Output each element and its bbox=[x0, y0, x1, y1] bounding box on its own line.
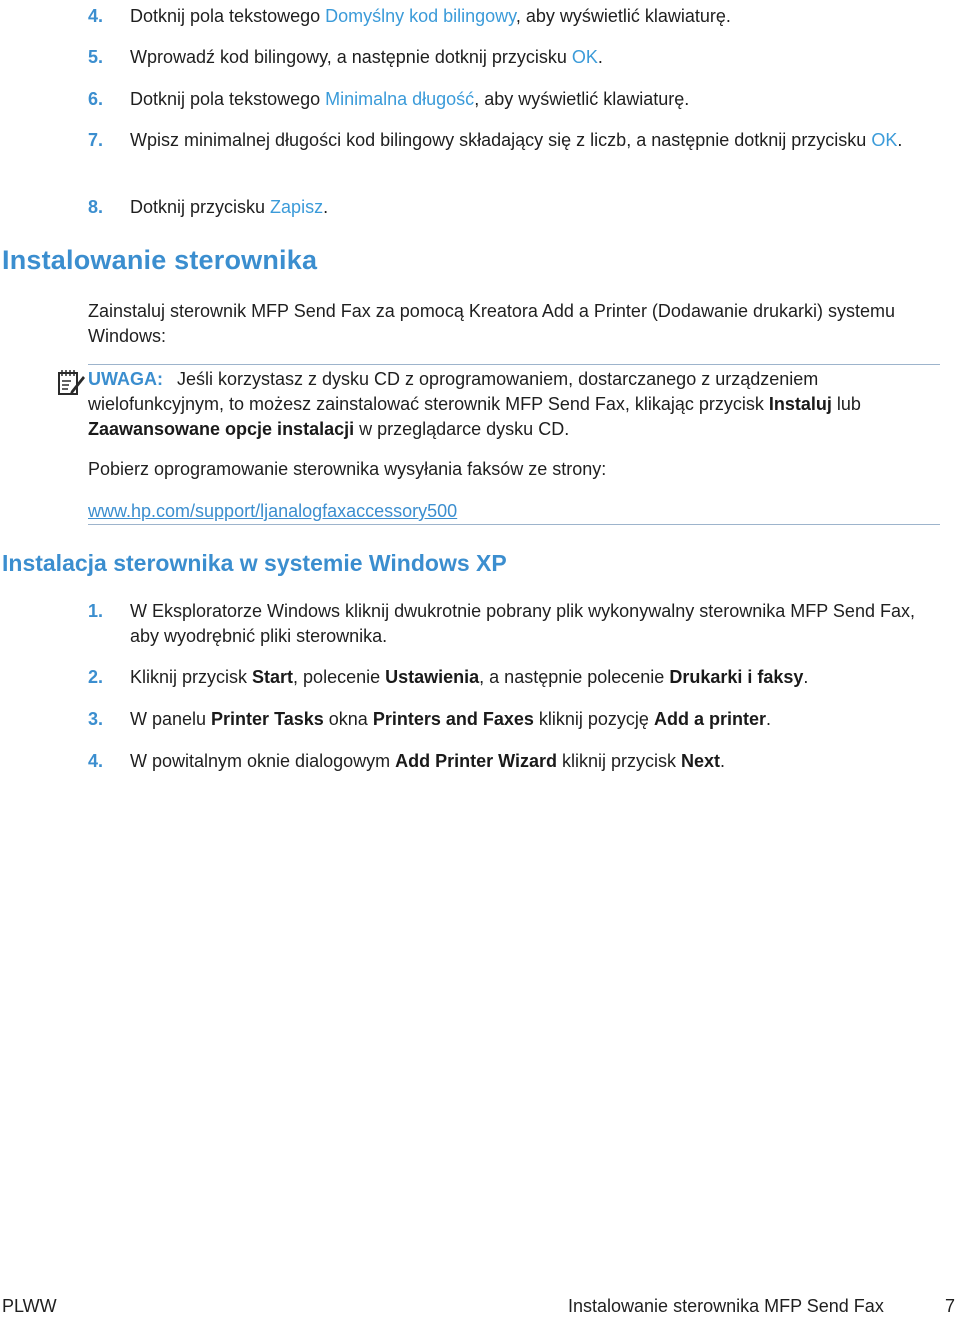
step-number: 8. bbox=[88, 197, 104, 217]
button-name-ok: OK bbox=[871, 130, 898, 150]
note-bottom-rule bbox=[88, 524, 940, 525]
step-5: 5. Wprowadź kod bilingowy, a następnie dotknij przycisku OK. bbox=[88, 45, 928, 70]
step-6: 6. Dotknij pola tekstowego Minimalna długość, aby wyświetlić klawiaturę. bbox=[88, 87, 928, 112]
button-name-install: Instaluj bbox=[768, 394, 832, 414]
step-number: 1. bbox=[88, 601, 104, 621]
download-text: Pobierz oprogramowanie sterownika wysyłania faksów ze strony: bbox=[88, 459, 607, 479]
field-name-default-billing-code: Domyślny kod bilingowy bbox=[325, 6, 516, 26]
button-name-advanced-install: Zaawansowane opcje instalacji bbox=[88, 419, 355, 439]
step-number: 5. bbox=[88, 47, 104, 67]
page-number: 7 bbox=[945, 1296, 956, 1316]
button-name-save: Zapisz bbox=[270, 197, 324, 217]
note-icon bbox=[56, 368, 86, 398]
section-heading: Instalowanie sterownika bbox=[2, 245, 318, 275]
step-number: 2. bbox=[88, 667, 104, 687]
step-number: 6. bbox=[88, 89, 104, 109]
step-7: 7. Wpisz minimalnej długości kod bilingowy składający się z liczb, a następnie dotknij przycisku OK. bbox=[88, 128, 928, 153]
step-8: 8. Dotknij przycisku Zapisz. bbox=[88, 195, 928, 220]
field-name-minimum-length: Minimalna długość bbox=[325, 89, 475, 109]
button-name-ok: OK bbox=[571, 47, 598, 67]
step-number: 3. bbox=[88, 709, 104, 729]
xp-step-3: 3. W panelu Printer Tasks okna Printers and Faxes kliknij pozycję Add a printer. bbox=[88, 707, 928, 732]
note-text: UWAGA: Jeśli korzystasz z dysku CD z oprogramowaniem, dostarczanego z urządzeniem wielofunkcyjnym, to możesz zainstalować sterownik MFP Send Fax, klikając przycisk Instaluj lub Zaawansowane opcje instalacji w przeglądarce dysku CD. bbox=[88, 369, 861, 439]
xp-step-4: 4. W powitalnym oknie dialogowym Add Printer Wizard kliknij przycisk Next. bbox=[88, 749, 928, 774]
footer-left: PLWW bbox=[2, 1296, 57, 1316]
xp-step-2: 2. Kliknij przycisk Start, polecenie Ustawienia, a następnie polecenie Drukarki i faksy. bbox=[88, 665, 928, 690]
step-number: 4. bbox=[88, 6, 104, 26]
intro-paragraph: Zainstaluj sterownik MFP Send Fax za pomocą Kreatora Add a Printer (Dodawanie drukarki) systemu Windows: bbox=[88, 301, 896, 346]
xp-step-1: 1. W Eksploratorze Windows kliknij dwukrotnie pobrany plik wykonywalny sterownika MFP Send Fax, aby wyodrębnić pliki sterownika. bbox=[88, 601, 915, 646]
step-number: 7. bbox=[88, 130, 104, 150]
step-number: 4. bbox=[88, 751, 104, 771]
note-label: UWAGA: bbox=[88, 369, 163, 389]
footer-title: Instalowanie sterownika MFP Send Fax bbox=[568, 1296, 884, 1316]
step-4: 4. Dotknij pola tekstowego Domyślny kod bilingowy, aby wyświetlić klawiaturę. bbox=[88, 4, 928, 29]
subsection-heading: Instalacja sterownika w systemie Windows XP bbox=[2, 550, 507, 576]
support-link[interactable]: www.hp.com/support/ljanalogfaxaccessory500 bbox=[88, 501, 458, 521]
note-top-rule bbox=[88, 364, 940, 365]
